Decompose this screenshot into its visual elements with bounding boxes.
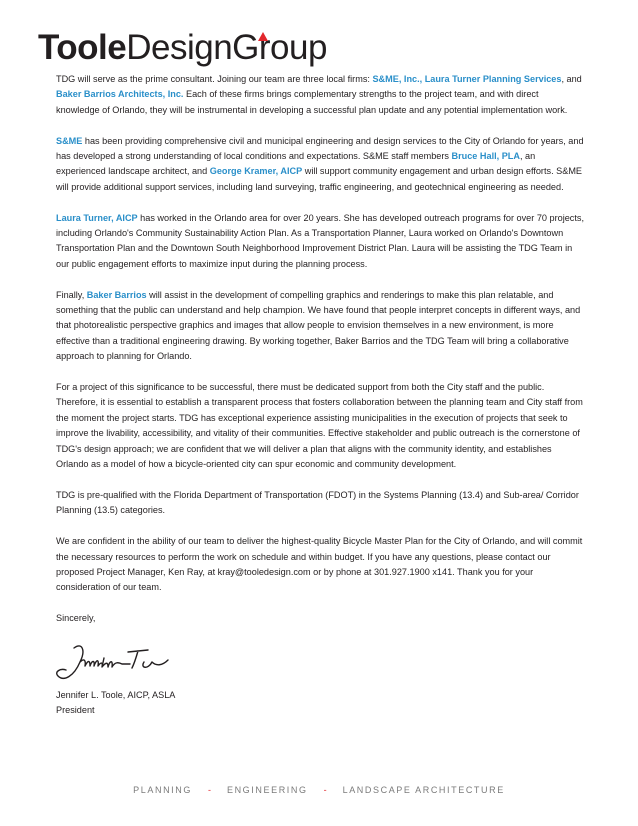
name-laura-turner: Laura Turner, AICP bbox=[56, 212, 138, 223]
paragraph-baker-barrios bbox=[56, 288, 584, 365]
paragraph-sme bbox=[56, 134, 584, 196]
letter-body bbox=[56, 72, 584, 642]
logo-wordmark-bold: Toole bbox=[38, 28, 127, 67]
text: will assist in the development of compelling graphics and renderings to make this plan relatable, and something that the public can understand and help champion. We have found that people interpret concepts in different ways, and that photorealistic perspective graphics and images that allow people to envision themselves in a new environment, is more effective than a traditional engineering drawing. By working together, Baker Barrios and the TDG Team will bring a collaborative approach to planning for Orlando. bbox=[56, 289, 581, 362]
paragraph-team-intro bbox=[56, 72, 584, 118]
firm-separator: , bbox=[419, 74, 425, 84]
text: , an experienced landscape architect, and bbox=[56, 151, 536, 177]
text: has been providing comprehensive civil and municipal engineering and design services to the City of Orlando for years, and has developed a strong understanding of local conditions and expectations. S&ME staff members bbox=[56, 135, 584, 162]
name-sme: S&ME bbox=[56, 135, 83, 146]
paragraph-qualifications: TDG is pre-qualified with the Florida Department of Transportation (FDOT) in the Systems Planning (13.4) and Sub-area/ Corridor Planning (13.5) categories. bbox=[56, 489, 579, 516]
name-bruce-hall: Bruce Hall, PLA bbox=[451, 151, 520, 162]
footer-engineering: ENGINEERING bbox=[226, 785, 308, 795]
footer-separator: - bbox=[207, 785, 211, 795]
paragraph-closing: We are confident in the ability of our team to deliver the highest-quality Bicycle Master Plan for the City of Orlando, and will commit the necessary resources to perform the work on schedule and within budget. If you have any questions, please contact our proposed Project Manager, Ken Ray, at kray@tooledesign.com or by phone at 301.927.1900 x141. Thank you for your consideration of our team. bbox=[56, 536, 583, 593]
signer-block bbox=[56, 688, 175, 719]
company-logo bbox=[38, 28, 327, 68]
text: will support community engagement and urban design efforts. S&ME will provide additional support services, including land surveying, traffic engineering, and geotechnical engineering as needed. bbox=[56, 166, 583, 192]
firm-laura-turner: Laura Turner Planning Services bbox=[424, 74, 562, 84]
text: Finally, bbox=[56, 289, 87, 300]
name-george-kramer: George Kramer, AICP bbox=[209, 166, 303, 177]
footer-planning: PLANNING bbox=[133, 785, 192, 795]
sign-off: Sincerely, bbox=[56, 613, 96, 624]
footer-landscape-architecture: LANDSCAPE ARCHITECTURE bbox=[342, 785, 505, 795]
text: has worked in the Orlando area for over 20 years. She has developed outreach programs for over 70 projects, including Orlando's Community Sustainability Action Plan. As a Transportation Planner, Laura worked on Orlando's Downtown Transportation Plan and the Downtown South Neighborhood Improvement District Plan. Laura will be assisting the TDG Team in our public engagement efforts to maximize input during the planning process. bbox=[56, 212, 584, 269]
text: Each of these firms brings complementary strengths to the project team, and with direct knowledge of Orlando, they will be instrumental in developing a successful plan update and any potential implementation work. bbox=[56, 89, 568, 115]
signer-title: President bbox=[56, 705, 95, 716]
firm-sme: S&ME, Inc. bbox=[372, 74, 420, 84]
footer-separator: - bbox=[323, 785, 327, 795]
paragraph-approach: For a project of this significance to be successful, there must be dedicated support from both the City staff and the public. Therefore, it is essential to establish a transparent process that fosters collaboration between the planning team and City staff from the moment the project starts. TDG has exceptional experience assisting municipalities in the execution of projects that seek to improve the livability, accessibility, and vitality of their communities. Effective stakeholder and public outreach is the cornerstone of TDG's design approach; we are confident that we will deliver a plan that aligns with the community identity, and establishes Orlando as a model of how a bicycle-oriented city can spur economic and community development. bbox=[56, 382, 583, 470]
footer-services bbox=[0, 785, 638, 795]
firm-separator: , and bbox=[561, 74, 582, 84]
paragraph-laura-turner bbox=[56, 211, 584, 273]
name-baker-barrios: Baker Barrios bbox=[86, 289, 147, 300]
firm-baker-barrios: Baker Barrios Architects, Inc. bbox=[56, 89, 184, 100]
text: TDG will serve as the prime consultant. Joining our team are three local firms: bbox=[56, 74, 373, 84]
logo-wordmark-light: DesignGroup bbox=[126, 28, 327, 67]
signature-image bbox=[52, 640, 182, 688]
signer-name: Jennifer L. Toole, AICP, ASLA bbox=[56, 690, 176, 700]
logo-triangle-icon bbox=[258, 32, 268, 41]
